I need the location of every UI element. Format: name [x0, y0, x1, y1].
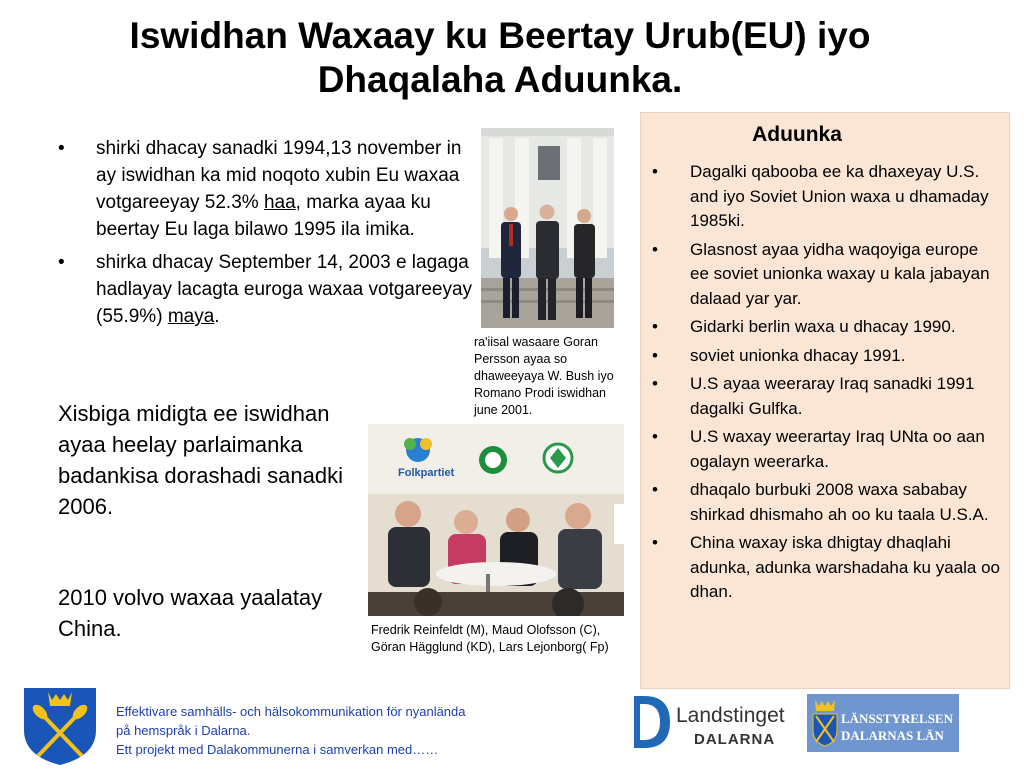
paragraph-volvo: 2010 volvo waxaa yaalatay China. [58, 585, 323, 641]
sidebar-item-text: Glasnost ayaa yidha waqoyiga europe ee soviet unionka waxay u kala jabayan dalaad yar yar. [690, 239, 990, 308]
sidebar-item-text: U.S waxay weerartay Iraq UNta oo aan ogalayn weerarka. [690, 427, 985, 471]
photo-press-illustration [368, 424, 624, 616]
photo-leaders-illustration [481, 128, 614, 328]
bullet-icon: • [652, 374, 658, 393]
bullet-link-haa[interactable]: haa [263, 192, 296, 213]
footer-line-1: Effektivare samhälls- och hälsokommunikation för nyanlända [116, 704, 466, 719]
sidebar-item [649, 160, 1001, 234]
landstinget-dalarna-logo [630, 692, 790, 752]
sidebar-item-text: Dagalki qabooba ee ka dhaxeyay U.S. and iyo Soviet Union waxa u dhamaday 1985ki. [690, 162, 989, 230]
bullet-icon: • [58, 138, 65, 159]
photo-caption-leaders: ra'iisal wasaare Goran Persson ayaa so dhaweeyaya W. Bush iyo Romano Prodi iswidhan june 2001. [474, 335, 614, 417]
slide-title [60, 14, 940, 102]
bullet-text-after: . [214, 306, 220, 327]
sidebar-item-text: U.S ayaa weeraray Iraq sanadki 1991 dagalki Gulfka. [690, 374, 975, 418]
bullet-icon: • [652, 345, 658, 365]
bullet-text-before: shirka dhacay September 14, 2003 e lagaga hadlayay lacagta euroga waxaa votgareeyay (55.9%) [96, 252, 473, 327]
bullet-icon: • [58, 252, 65, 273]
bullet-text-after: , marka ayaa ku beertay Eu laga bilawo 1995 ila imika. [96, 192, 431, 240]
sidebar-item [649, 425, 1001, 474]
shield-icon [22, 686, 98, 766]
landstinget-subtext: DALARNA [694, 731, 776, 748]
bullet-icon: • [652, 533, 658, 552]
lansstyrelsen-logo [807, 694, 959, 752]
left-bullet-list [58, 135, 478, 336]
sidebar-item [649, 315, 1001, 340]
landstinget-logo-icon [630, 692, 790, 752]
sidebar-item [649, 372, 1001, 421]
sidebar-aduunka [640, 112, 1010, 689]
bullet-text-before: shirki dhacay sanadki 1994,13 november in ay iswidhan ka mid noqoto xubin Eu waxaa votgareeyay 52.3% [96, 138, 462, 213]
bullet-icon: • [652, 239, 658, 259]
footer-line-3: Ett projekt med Dalakommunerna i samverkan med…… [116, 742, 439, 757]
bullet-icon: • [652, 162, 658, 181]
photo-caption-party-leaders: Fredrik Reinfeldt (M), Maud Olofsson (C), Göran Hägglund (KD), Lars Lejonborg( Fp) [371, 623, 609, 654]
sidebar-item-text: dhaqalo burbuki 2008 waxa sababay shirkad dhismaho ah oo ku taala U.S.A. [690, 480, 989, 524]
dalarna-shield-logo [22, 686, 98, 766]
photo-leaders-meeting [481, 128, 614, 328]
sidebar-item-text: China waxay iska dhigtay dhaqlahi adunka, adunka warshadaha ku yaala oo dhan. [690, 533, 1001, 601]
title-line-1: Iswidhan Waxaay ku Beertay Urub(EU) iyo [129, 15, 871, 56]
sidebar-item-text: soviet unionka dhacay 1991. [690, 345, 906, 365]
bullet-icon: • [652, 317, 658, 336]
sidebar-item [649, 238, 1001, 312]
photo-party-leaders [368, 424, 624, 616]
sidebar-item [649, 531, 1001, 605]
sidebar-item [649, 344, 1001, 369]
left-bullet-item [58, 135, 478, 243]
bullet-icon: • [652, 480, 658, 499]
footer-line-2: på hemspråk i Dalarna. [116, 723, 251, 738]
folkpartiet-sign-text: Folkpartiet [398, 467, 455, 479]
sidebar-item-text: Gidarki berlin waxa u dhacay 1990. [690, 317, 956, 336]
landstinget-wordmark: Landstinget [676, 704, 785, 727]
footer-project-text [116, 702, 576, 759]
lansstyrelsen-wordmark: LÄNSSTYRELSEN [841, 711, 953, 726]
bullet-icon: • [652, 427, 658, 446]
sidebar-item [649, 478, 1001, 527]
sidebar-list [649, 160, 1001, 609]
lansstyrelsen-subtext: DALARNAS LÄN [841, 728, 944, 743]
left-bullet-item [58, 249, 478, 330]
sidebar-title: Aduunka [752, 123, 842, 146]
bullet-link-maya[interactable]: maya [167, 306, 215, 327]
title-line-2: Dhaqalaha Aduunka. [317, 59, 683, 100]
paragraph-right-wing: Xisbiga midigta ee iswidhan ayaa heelay parlaimanka badankisa dorashadi sanadki 2006. [58, 401, 343, 519]
lansstyrelsen-logo-icon [807, 694, 959, 752]
